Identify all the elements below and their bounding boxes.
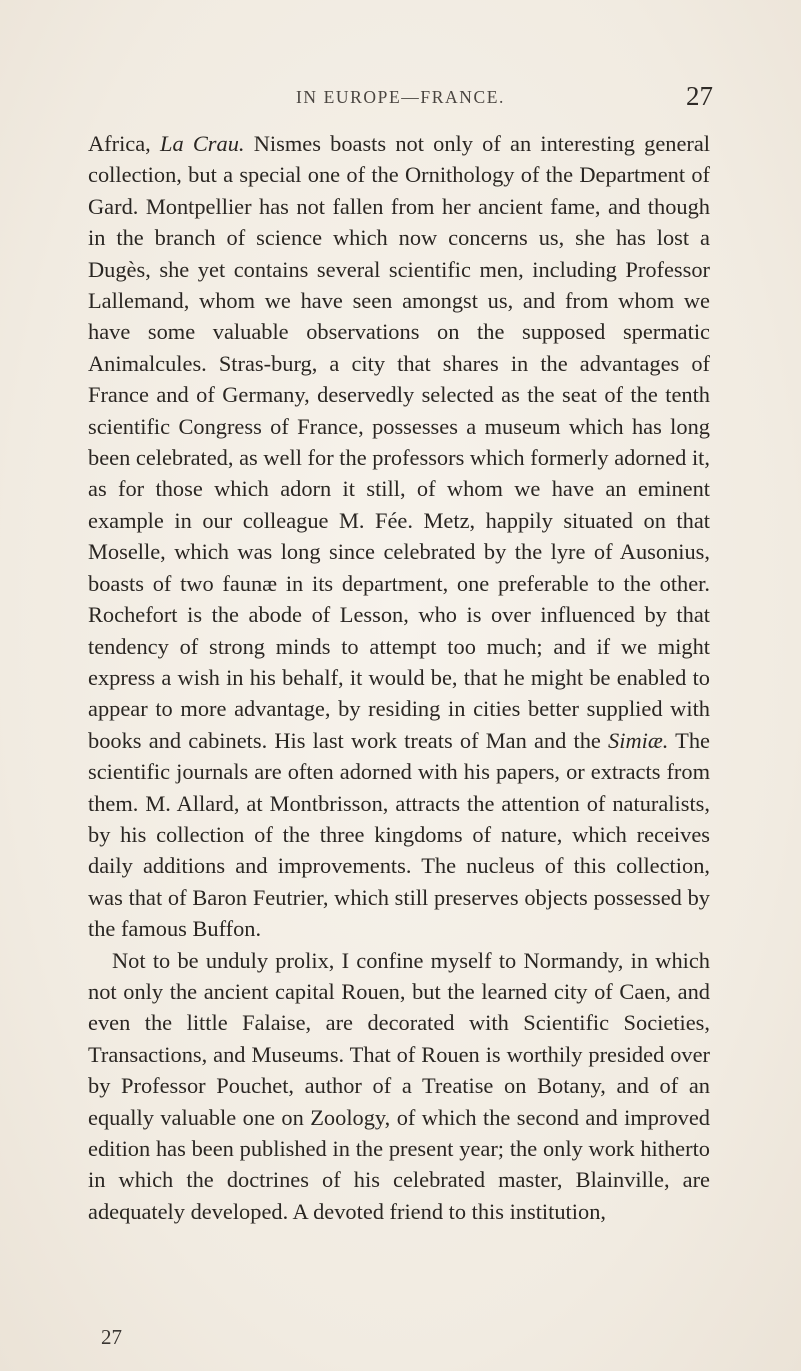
page-number: 27 bbox=[686, 81, 713, 111]
text-segment: Not to be unduly prolix, I confine myself to Normandy, in which not only the ancient capital Rouen, but the learned city of Caen, and even the little Falaise, are decorated with Scientific Societies, Transactions, and Museums. That of Rouen is worthily presided over by Professor Pouchet, author of a Treatise on Botany, and of an equally valuable one on Zoology, of which the second and improved edition has been published in the present year; the only work hitherto in which the doctrines of his celebrated master, Blainville, are adequately developed. A devoted friend to this institution, bbox=[88, 947, 710, 1224]
paragraph-1 bbox=[88, 128, 710, 945]
text-segment: Africa, bbox=[88, 131, 160, 156]
text-segment-italic: La Crau. bbox=[160, 131, 245, 156]
text-segment: Nismes boasts not only of an interesting general collection, but a special one of the Ornithology of the Department of Gard. Montpellier has not fallen from her ancient fame, and though in the branch of science which now concerns us, she has lost a Dugès, she yet contains several scientific men, including Professor Lallemand, whom we have seen amongst us, and from whom we have some valuable observations on the supposed spermatic Animalcules. Stras-burg, a city that shares in the advantages of France and of Germany, deservedly selected as the seat of the tenth scientific Congress of France, possesses a museum which has long been celebrated, as well for the professors which formerly adorned it, as for those which adorn it still, of whom we have an eminent example in our colleague M. Fée. Metz, happily situated on that Moselle, which was long since celebrated by the lyre of Ausonius, boasts of two faunæ in its department, one preferable to the other. Rochefort is the abode of Lesson, who is over influenced by that tendency of strong minds to attempt too much; and if we might express a wish in his behalf, it would be, that he might be enabled to appear to more advantage, by residing in cities better supplied with books and cabinets. His last work treats of Man and the bbox=[88, 131, 711, 753]
text-segment-italic: Simiæ. bbox=[608, 727, 669, 753]
body-text bbox=[88, 128, 710, 1227]
text-segment: The scientific journals are often adorned with his papers, or extracts from them. M. Allard, at Montbrisson, attracts the attention of naturalists, by his collection of the three kingdoms of nature, which receives daily additions and improvements. The nucleus of this collection, was that of Baron Feutrier, which still preserves objects possessed by the famous Buffon. bbox=[88, 727, 710, 942]
page-header bbox=[0, 83, 801, 111]
running-head: IN EUROPE—FRANCE. bbox=[295, 87, 506, 107]
paragraph-2 bbox=[88, 945, 710, 1228]
signature-mark: 27 bbox=[101, 1325, 122, 1349]
